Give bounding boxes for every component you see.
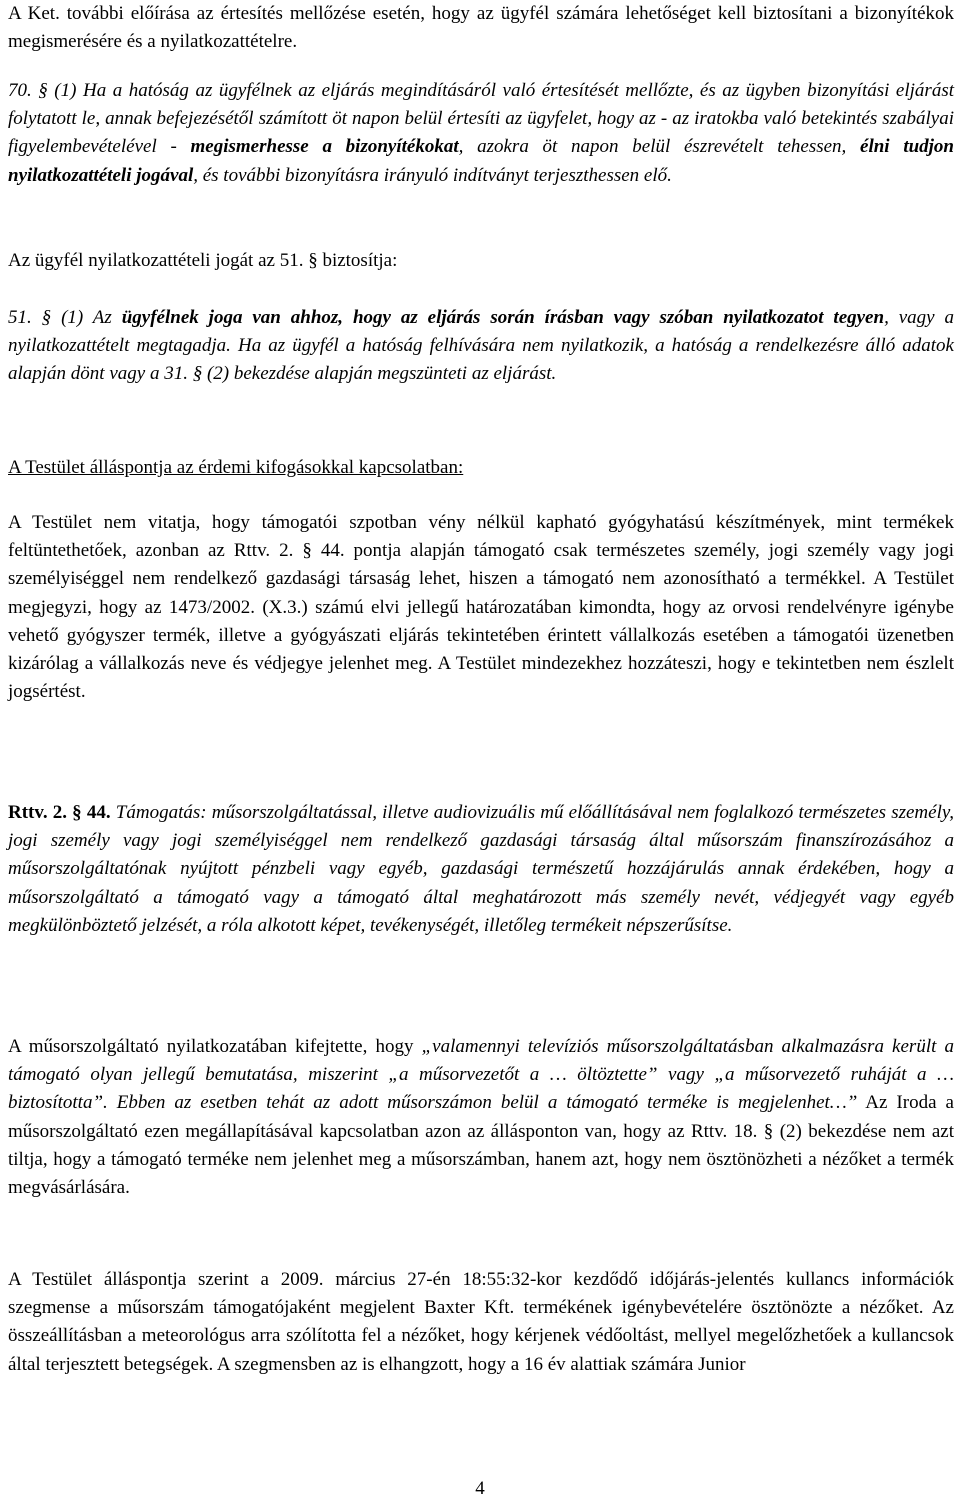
quote-reference: Rttv. 2. § 44. (8, 802, 111, 823)
paragraph-board-position: A Testület nem vitatja, hogy támogatói szpotban vény nélkül kapható gyógyhatású készítmények, mint termékek feltüntethetőek, azonban az Rttv. 2. § 44. pontja alapján támogató csak természetes személy, jogi személy vagy jogi személyiséggel nem rendelkező gazdasági társaság lehet, hiszen a támogató nem azonosítható a termékkel. A Testület megjegyzi, hogy az 1473/2002. (X.3.) számú elvi jellegű határozatában kimondta, hogy az orvosi rendelvényre igénybe vehető gyógyszer termék, illetve a gyógyászati eljárás tekintetében érintett vállalkozás esetében a támogatói üzenetben kizárólag a vállalkozás neve és védjegye jelenhet meg. A Testület mindezekhez hozzáteszi, hogy e tekintetben nem észlelt jogsértést. (8, 512, 954, 703)
quote-emphasis: ügyfélnek joga van ahhoz, hogy az eljárás során írásban vagy szóban nyilatkozatot tegyen (121, 307, 885, 328)
quote-ket-70 (8, 77, 954, 190)
quote-text: , vagy a nyilatkozattételt megtagadja. (8, 307, 954, 357)
quote-text: Ha az ügyfél a hatóság felhívására nem nyilatkozik, a hatóság a rendelkezésre álló adatok alapján dönt vagy a 31. § (2) bekezdése alapján megszünteti az eljárást. (8, 335, 954, 385)
quote-ket-51 (8, 304, 954, 389)
quote-text: Támogatás: műsorszolgáltatással, illetve audiovizuális mű előállításával nem foglalkozó természetes személy, jogi személy vagy jogi személyiséggel nem rendelkező gazdasági társaság által műsorszám finanszírozásához a műsorszolgáltatónak nyújtott pénzbeli vagy egyéb, gazdasági természetű hozzájárulás annak érdekében, hogy a műsorszolgáltató a támogató vagy a támogató által meghatározott más személy nevét, védjegyét vagy egyéb megkülönböztető jelzését, a róla alkotott képet, tevékenységét, illetőleg termékeit népszerűsítse. (8, 802, 954, 936)
section-heading: A Testület álláspontja az érdemi kifogásokkal kapcsolatban: (8, 457, 464, 478)
quote-text: , azokra öt napon belül észrevételt tehessen, (458, 136, 861, 158)
quote-text: 51. § (1) Az (8, 307, 122, 328)
quote-text: , és további bizonyításra irányuló indítványt terjeszthessen elő. (193, 164, 672, 186)
quote-text: 70. § (1) Ha a hatóság az ügyfélnek az eljárás megindításáról való értesítését mellőzte, és az ügyben bizonyítási eljárást folytatott le, annak befejezésétől számított öt napon belül értesíti az ügyfelet, hogy az - az iratokba való betekintés szabályai figyelembevételével - (8, 80, 954, 158)
quote-emphasis: megismerhesse a bizonyítékokat (190, 136, 459, 158)
quote-emphasis: élni tudjon nyilatkozattételi jogával (8, 136, 955, 186)
quoted-statement: „valamennyi televíziós műsorszolgáltatásban alkalmazásra került a támogató olyan jellegű bemutatása, miszerint „a műsorvezetőt a … öltöztette” vagy „a műsorvezető ruháját a … biztosította”. Ebben az esetben tehát az adott műsorszámon belül a támogató terméke is megjelenhet…” (8, 1036, 954, 1114)
paragraph-text: A műsorszolgáltató nyilatkozatában kifejtette, hogy (8, 1036, 422, 1057)
paragraph-right-to-statement: Az ügyfél nyilatkozattételi jogát az 51. § biztosítja: (8, 250, 398, 271)
paragraph-weather-segment: A Testület álláspontja szerint a 2009. március 27-én 18:55:32-kor kezdődő időjárás-jelentés kullancs információk szegmense a műsorszám támogatójaként megjelent Baxter Kft. termékének igénybevételére ösztönözte a nézőket. Az összeállításban a meteorológus arra szólította fel a nézőket, hogy kérjenek védőoltást, mellyel megelőzhetőek a kullancsok által terjesztett betegségek. A szegmensben az is elhangzott, hogy a 16 év alattiak számára Junior (8, 1269, 954, 1375)
quote-rttv-2-44 (8, 799, 954, 940)
paragraph-ket-notice: A Ket. további előírása az értesítés mellőzése esetén, hogy az ügyfél számára lehetőséget kell biztosítani a bizonyítékok megismerésére és a nyilatkozattételre. (8, 3, 954, 53)
paragraph-text: Az Iroda a műsorszolgáltató ezen megállapításával kapcsolatban azon az állásponton van, hogy az Rttv. 18. § (2) bekezdése nem azt tiltja, hogy a támogató terméke nem jelenhet meg a műsorszámban, hanem azt, hogy nem ösztönözheti a nézőket a termék megvásárlására. (8, 1092, 954, 1199)
page-number: 4 (475, 1478, 485, 1499)
paragraph-broadcaster-statement (8, 1033, 954, 1202)
